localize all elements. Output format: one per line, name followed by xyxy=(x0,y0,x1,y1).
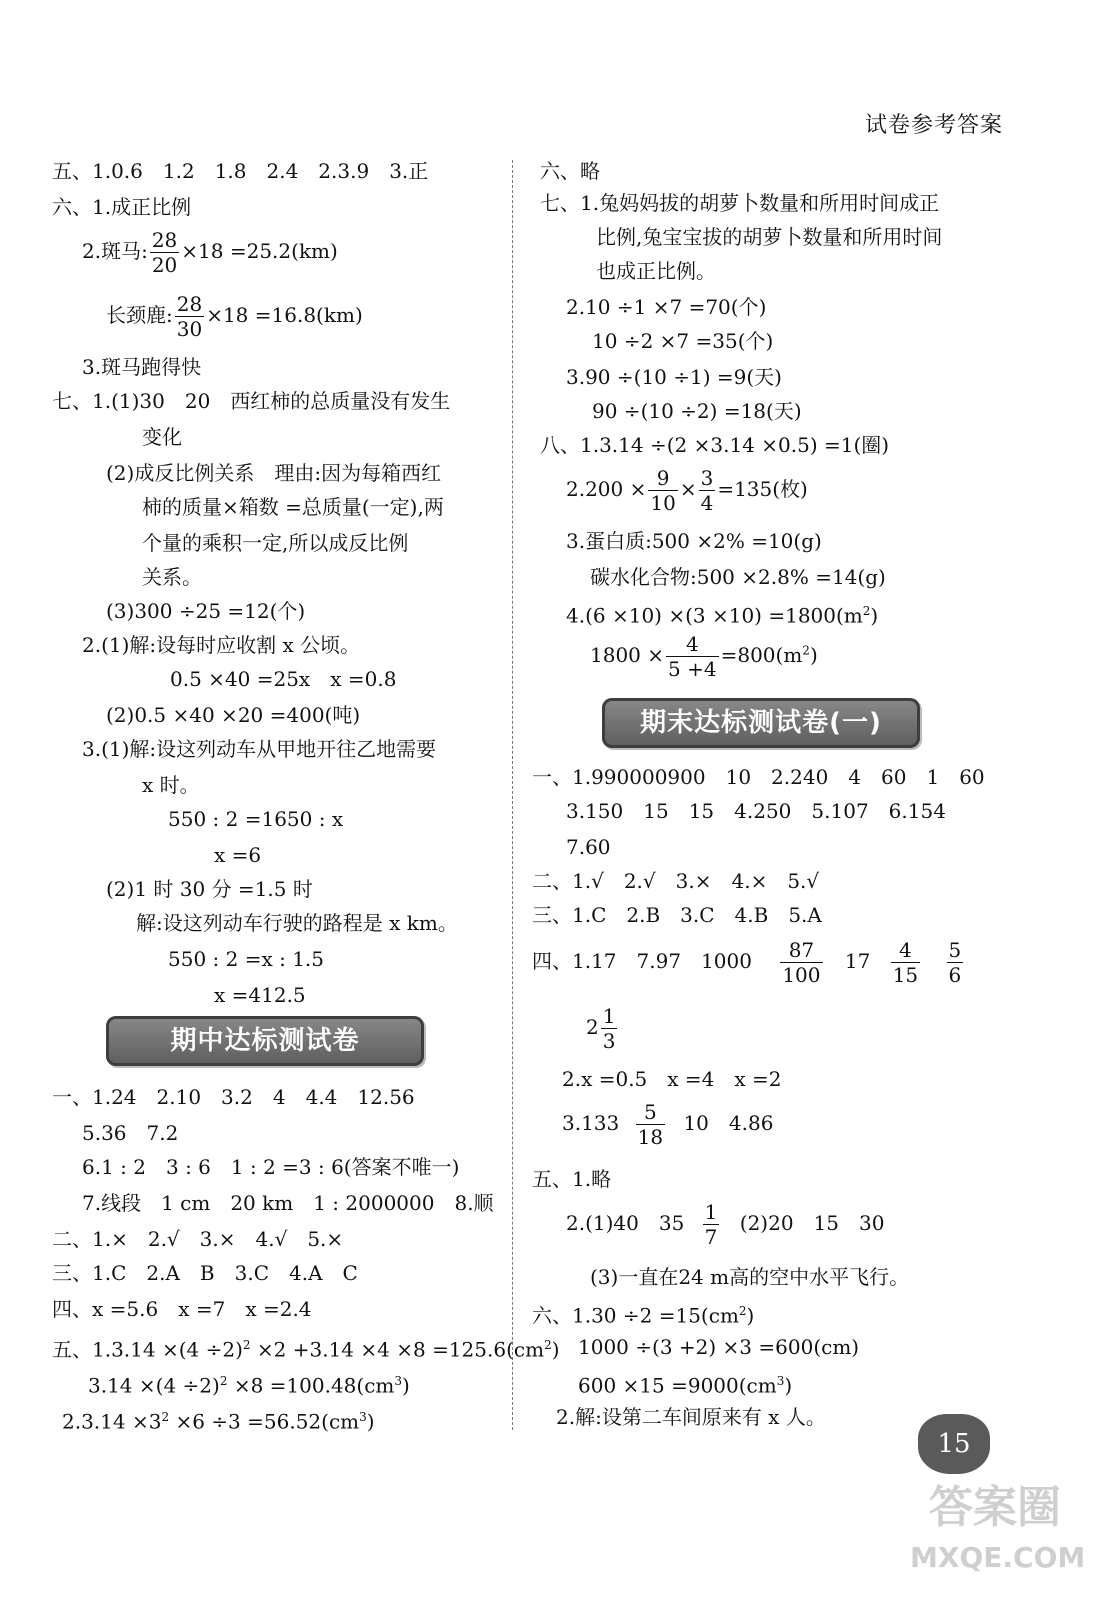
answer-line: 一、1.24 2.10 3.2 4 4.4 12.56 xyxy=(52,1085,415,1109)
answer-line: 550 : 2 =1650 : x xyxy=(168,807,344,831)
answer-line: 五、1.略 xyxy=(532,1167,612,1191)
answer-line: (2)1 时 30 分 =1.5 时 xyxy=(106,877,313,901)
answer-line: 五、1.0.6 1.2 1.8 2.4 2.3.9 3.正 xyxy=(52,159,429,183)
answer-line: 2.x =0.5 x =4 x =2 xyxy=(562,1067,782,1091)
fraction: $\frac{9}{10}$ xyxy=(650,466,676,515)
answer-line: 一、1.990000900 10 2.240 4 60 1 60 xyxy=(532,765,985,789)
answer-line: 5.36 7.2 xyxy=(82,1121,179,1145)
answer-line: 3.(1)解:设这列动车从甲地开往乙地需要 xyxy=(82,737,437,761)
section-banner: 期中达标测试卷 xyxy=(106,1016,424,1066)
answer-line: 三、1.C 2.B 3.C 4.B 5.A xyxy=(532,903,822,927)
answer-line: $3.14 \times(4 \div 2)^2 \times 8 =100.48(cm^3)$ xyxy=(88,1373,410,1398)
answer-line: 7.线段 1 cm 20 km 1 : 2000000 8.顺 xyxy=(82,1191,494,1215)
answer-line: 二、1.× 2.√ 3.× 4.√ 5.× xyxy=(52,1227,344,1251)
answer-line: 3.斑马跑得快 xyxy=(82,355,202,379)
answer-line: 0.5 ×40 =25x x =0.8 xyxy=(170,667,397,691)
answer-line: 三、1.C 2.A B 3.C 4.A C xyxy=(52,1261,358,1285)
answer-line: 3.90 ÷(10 ÷1) =9(天) xyxy=(566,365,782,389)
fraction: $\frac{5}{18}$ xyxy=(637,1100,664,1149)
answer-line: 2.(1)解:设每时应收割 x 公顷。 xyxy=(82,633,361,657)
answer-line: 2.10 ÷1 ×7 =70(个) xyxy=(566,295,767,319)
fraction: $\frac{5}{6}$ xyxy=(948,938,962,987)
answer-line: 3.150 15 15 4.250 5.107 6.154 xyxy=(566,799,946,823)
answer-line: 90 ÷(10 ÷2) =18(天) xyxy=(592,399,802,423)
section-banner: 期末达标测试卷(一) xyxy=(602,698,920,748)
answer-line: $600 \times 15 =9000(cm^3)$ xyxy=(578,1373,793,1398)
watermark-logo: 答案圈 MXQE.COM xyxy=(910,1482,1086,1574)
answer-line: x 时。 xyxy=(142,773,200,797)
answer-line: 六、略 xyxy=(540,159,600,183)
answer-line: 四、1.17 7.97 1000 $\frac{87}{100}$ 17 $\frac{4}{15}$ $\frac{5}{6}$ xyxy=(532,938,962,987)
fraction: $\frac{87}{100}$ xyxy=(782,938,821,987)
answer-line: 六、1.成正比例 xyxy=(52,195,192,219)
answer-line: 碳水化合物:500 ×2.8% =14(g) xyxy=(590,565,886,589)
header-title: 试卷参考答案 xyxy=(864,113,1003,138)
answer-line: 六、$1.30 \div 2 =15(cm^2)$ xyxy=(532,1303,755,1328)
answer-line: (3)300 ÷25 =12(个) xyxy=(106,599,306,623)
fraction: $\frac{3}{4}$ xyxy=(700,466,714,515)
answer-line: 7.60 xyxy=(566,835,611,859)
answer-line: 解:设这列动车行驶的路程是 x km。 xyxy=(136,911,458,935)
answer-line: 2.解:设第二车间原来有 x 人。 xyxy=(556,1405,826,1429)
answer-line: 七、1.(1)30 20 西红柿的总质量没有发生 xyxy=(52,389,451,413)
answer-line: (3)一直在24 m高的空中水平飞行。 xyxy=(590,1265,910,1289)
fraction: $\frac{1}{7}$ xyxy=(704,1200,718,1249)
answer-line: 3.蛋白质:500 ×2% =10(g) xyxy=(566,529,822,553)
answer-line: (2)0.5 ×40 ×20 =400(吨) xyxy=(106,703,361,727)
column-divider xyxy=(512,160,513,1430)
answer-line: (2)成反比例关系 理由:因为每箱西红 xyxy=(106,461,442,485)
answer-line: 变化 xyxy=(142,425,182,449)
answer-line: 2.(1)40 35 $\frac{1}{7}$ (2)20 15 30 xyxy=(566,1200,885,1249)
answer-line: 6.1 : 2 3 : 6 1 : 2 =3 : 6(答案不唯一) xyxy=(82,1155,460,1179)
answer-line: 八、1.3.14 ÷(2 ×3.14 ×0.5) =1(圈) xyxy=(540,433,890,457)
answer-line: 柿的质量×箱数 =总质量(一定),两 xyxy=(142,495,444,519)
answer-line: 1000 ÷(3 +2) ×3 =600(cm) xyxy=(578,1335,860,1359)
fraction: $\frac{28}{30}$ xyxy=(176,292,203,341)
answer-line: 关系。 xyxy=(142,565,202,589)
answer-line: 七、1.兔妈妈拔的胡萝卜数量和所用时间成正 xyxy=(540,191,940,215)
answer-line: $4.(6 \times 10) \times(3 \times 10) =1800(m^2)$ xyxy=(566,603,879,628)
answer-line: 五、$1.3.14 \times(4 \div 2)^2 \times 2 +3.14 \times 4 \times 8 =125.6(cm^2)$ xyxy=(52,1337,560,1362)
answer-line: 3.133 $\frac{5}{18}$ 10 4.86 xyxy=(562,1100,774,1149)
answer-line: 1800 × $\frac{4}{5 +4}$ $=800(m^2)$ xyxy=(590,632,818,681)
answer-line: 也成正比例。 xyxy=(596,259,716,283)
page-number: 15 xyxy=(918,1414,990,1474)
answer-line: 2.斑马: $\frac{28}{20}$ ×18 =25.2(km) xyxy=(82,228,338,277)
answer-line: 10 ÷2 ×7 =35(个) xyxy=(592,329,774,353)
fraction: $\frac{1}{3}$ xyxy=(602,1004,616,1053)
fraction: $\frac{4}{5 +4}$ xyxy=(668,632,717,681)
answer-line: $2.3.14 \times 3^2 \times 6 \div 3 =56.52(cm^3)$ xyxy=(62,1409,375,1434)
fraction: $\frac{4}{15}$ xyxy=(892,938,919,987)
answer-line: 2 $\frac{1}{3}$ xyxy=(586,1004,616,1053)
answer-line: 比例,兔宝宝拔的胡萝卜数量和所用时间 xyxy=(596,225,943,249)
answer-line: 2.200 × $\frac{9}{10}$ × $\frac{3}{4}$ =135(枚) xyxy=(566,466,808,515)
fraction: $\frac{28}{20}$ xyxy=(151,228,178,277)
answer-line: 二、1.√ 2.√ 3.× 4.× 5.√ xyxy=(532,869,820,893)
answer-line: 四、x =5.6 x =7 x =2.4 xyxy=(52,1297,312,1321)
answer-line: x =412.5 xyxy=(214,983,306,1007)
answer-line: x =6 xyxy=(214,843,262,867)
answer-line: 长颈鹿: $\frac{28}{30}$ ×18 =16.8(km) xyxy=(106,292,363,341)
answer-line: 550 : 2 =x : 1.5 xyxy=(168,947,325,971)
answer-line: 个量的乘积一定,所以成反比例 xyxy=(142,531,409,555)
